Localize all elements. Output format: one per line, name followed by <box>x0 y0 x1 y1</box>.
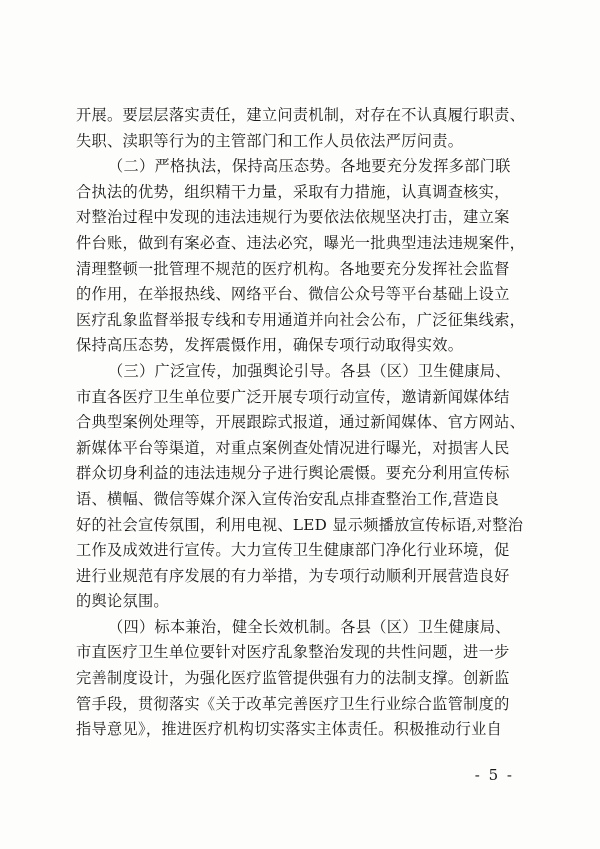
text-line: 失职、渎职等行为的主管部门和工作人员依法严厉问责。 <box>76 131 464 150</box>
text-line: 开展。要层层落实责任，建立问责机制，对存在不认真履行职责、 <box>76 106 526 124</box>
text-line: 件台账，做到有案必查、违法必究，曝光一批典型违法违规案件， <box>76 233 526 252</box>
text-line: 进行业规范有序发展的有力举措，为专项行动顺利开展营造良好 <box>76 566 510 585</box>
paragraph-start-line: （三）广泛宣传，加强舆论引导。各县（区）卫生健康局、 <box>108 361 511 380</box>
text-line: 完善制度设计，为强化医疗监管提供强有力的法制支撑。创新监 <box>76 669 510 688</box>
text-line: 群众切身利益的违法违规分子进行舆论震慑。要充分利用宣传标 <box>76 464 510 483</box>
paragraph-start-line: （二）严格执法，保持高压态势。各地要充分发挥多部门联 <box>108 157 511 176</box>
page-number: - 5 - <box>474 766 514 784</box>
text-line: 清理整顿一批管理不规范的医疗机构。各地要充分发挥社会监督 <box>76 259 510 278</box>
text-line: 新媒体平台等渠道，对重点案例查处情况进行曝光，对损害人民 <box>76 438 510 457</box>
paragraph-start-line: （四）标本兼治，健全长效机制。各县（区）卫生健康局、 <box>108 617 511 636</box>
text-line: 市直医疗卫生单位要针对医疗乱象整治发现的共性问题，进一步 <box>76 643 510 662</box>
text-line: 管手段，贯彻落实《关于改革完善医疗卫生行业综合监管制度的 <box>76 694 510 713</box>
text-line: 合执法的优势，组织精干力量，采取有力措施，认真调查核实， <box>76 182 510 201</box>
text-line: 指导意见》，推进医疗机构切实落实主体责任。积极推动行业自 <box>76 720 503 739</box>
text-line: 保持高压态势，发挥震慑作用，确保专项行动取得实效。 <box>76 336 464 355</box>
text-line: 市直各医疗卫生单位要广泛开展专项行动宣传，邀请新闻媒体结 <box>76 387 510 406</box>
text-line: 好的社会宣传氛围，利用电视、LED 显示频播放宣传标语,对整治 <box>76 515 524 534</box>
text-line: 语、横幅、微信等媒介深入宣传治安乱点排查整治工作,营造良 <box>76 489 500 508</box>
body-text <box>76 103 526 743</box>
text-line: 的舆论氛围。 <box>76 592 169 611</box>
text-line: 工作及成效进行宣传。大力宣传卫生健康部门净化行业环境，促 <box>76 541 510 560</box>
text-line: 医疗乱象监督举报专线和专用通道并向社会公布，广泛征集线索， <box>76 310 526 329</box>
text-line: 对整治过程中发现的违法违规行为要依法依规坚决打击，建立案 <box>76 208 510 227</box>
text-line: 合典型案例处理等，开展跟踪式报道，通过新闻媒体、官方网站、 <box>76 413 526 432</box>
text-line: 的作用，在举报热线、网络平台、微信公众号等平台基础上设立 <box>76 285 510 304</box>
